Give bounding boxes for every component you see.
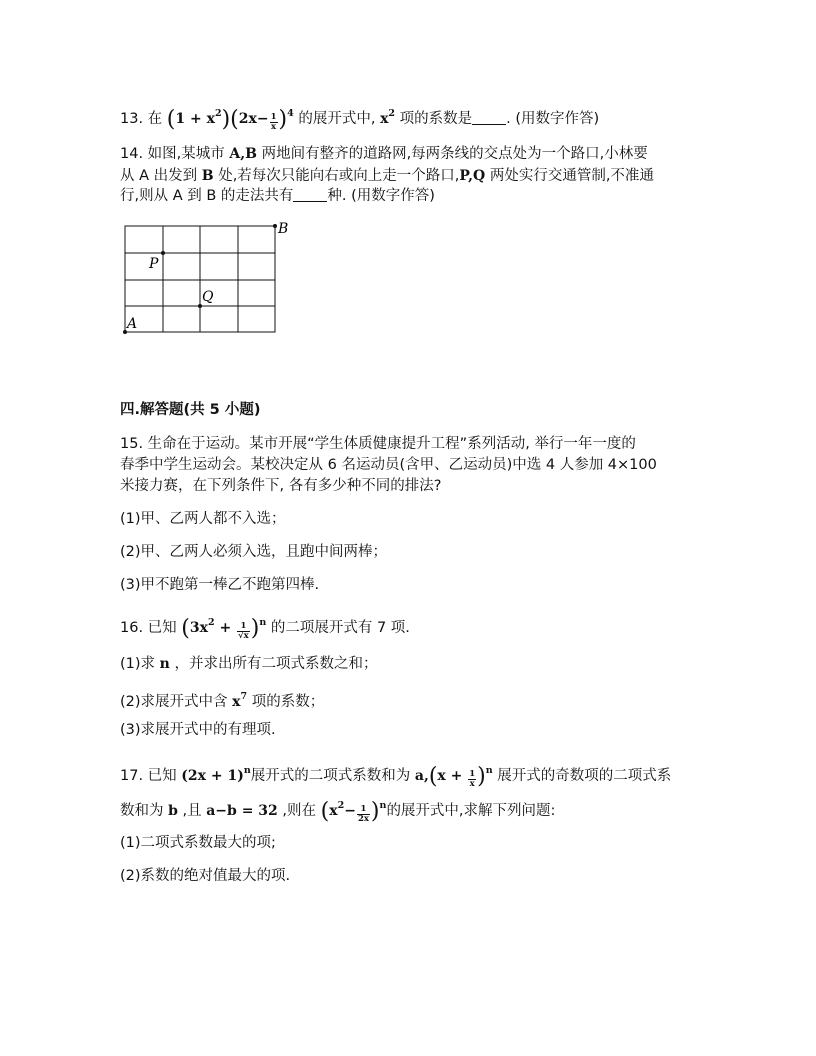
question-14-line-2 (120, 166, 654, 186)
q17-expr-3: ($x^2-$ $\frac{1}{2x}$ )$^n$ (320, 799, 387, 824)
q15-item-2: (2)甲、乙两人必须入选，且跑中间两棒； (120, 544, 388, 560)
section-title: 四.解答题(共 5 小题) (120, 402, 261, 418)
q14-line2a: 从 A 出发到 (120, 168, 198, 184)
q13-expression: $(1 + x^2)(2x-$ $\frac{1}{x}$ )$^4$ (166, 107, 294, 132)
q13-term: $x^2$ (380, 108, 396, 127)
q17-line2d: 的展开式中,求解下列问题: (386, 803, 556, 819)
q17-line2c: ,则在 (282, 803, 317, 819)
q16-prefix: 16. 已知 (120, 620, 177, 636)
q16-expression: ($3x^2$ + $\frac{1}{√x}$ )$^n$ (181, 616, 267, 641)
point-b (273, 224, 277, 228)
road-grid-figure (110, 218, 300, 342)
q15-item-3: (3)甲不跑第一棒乙不跑第四棒. (120, 577, 320, 593)
q17-eq: a−b = 32 (206, 803, 278, 819)
q16-x7: $x^7$ (232, 691, 248, 710)
q16-item2b: 项的系数； (251, 694, 325, 710)
q14-ab: A,B (229, 146, 257, 162)
q14-line3b: 种. (用数字作答) (327, 188, 435, 204)
q17-item-1: (1)二项式系数最大的项; (120, 835, 276, 851)
q17-item-2: (2)系数的绝对值最大的项. (120, 868, 291, 884)
q16-n: n (159, 656, 170, 672)
q16-item2a: (2)求展开式中含 (120, 694, 228, 710)
q17-expr-1: $(2x + 1)^n$ (181, 765, 251, 784)
q13-prefix: 13. 在 (120, 111, 163, 127)
q15-line1: 15. 生命在于运动。某市开展“学生体质健康提升工程”系列活动, 举行一年一度的 (120, 436, 636, 452)
answer-blank (472, 110, 506, 125)
answer-blank (293, 187, 327, 202)
q16-item-3: (3)求展开式中的有理项. (120, 722, 276, 738)
q14-line1-rest: 两地间有整齐的道路网,每两条线的交点处为一个路口,小林要 (261, 146, 648, 162)
q13-suffix-b: . (用数字作答) (506, 111, 600, 127)
q16-item-1 (120, 654, 377, 674)
q15-line3: 米接力赛，在下列条件下, 各有多少种不同的排法? (120, 478, 442, 494)
q16-item-2 (120, 687, 324, 712)
q15-item-1: (1)甲、乙两人都不入选； (120, 511, 286, 527)
label-a: A (127, 316, 138, 332)
q17-line2b: ,且 (182, 803, 202, 819)
question-17-line-2 (120, 796, 555, 824)
q17-expr-2: a,(x + $\frac{1}{x}$ )$^n$ (414, 764, 493, 789)
label-q: Q (202, 289, 214, 305)
q13-mid: 的展开式中, (298, 111, 376, 127)
label-p: P (149, 256, 159, 272)
q14-line3a: 行,则从 A 到 B 的走法共有 (120, 188, 294, 204)
question-14-line-1 (120, 144, 648, 164)
question-17-line-1 (120, 761, 671, 789)
q17-b: b (168, 803, 178, 819)
label-b: B (278, 221, 289, 237)
question-13 (120, 104, 599, 132)
q14-line2b: 处,若每次只能向右或向上走一个路口, (218, 168, 460, 184)
point-p (161, 251, 165, 255)
q13-suffix-a: 项的系数是 (399, 111, 473, 127)
q16-item1b: ，并求出所有二项式系数之和； (174, 656, 378, 672)
q17-line2a: 数和为 (120, 803, 164, 819)
question-14-line-3 (120, 186, 435, 206)
q14-pq: P,Q (459, 168, 486, 184)
q14-b: B (201, 168, 214, 184)
q17-prefix: 17. 已知 (120, 768, 177, 784)
q16-item1a: (1)求 (120, 656, 156, 672)
q14-line2c: 两处实行交通管制,不准通 (489, 168, 654, 184)
q15-line2: 春季中学生运动会。某校决定从 6 名运动员(含甲、乙运动员)中选 4 人参加 4×100 (120, 457, 657, 473)
q17-suffix: 展开式的奇数项的二项式系 (497, 768, 672, 784)
question-16 (120, 613, 410, 641)
q17-mid: 展开式的二项式系数和为 (250, 768, 411, 784)
q14-line1: 14. 如图,某城市 (120, 146, 225, 162)
grid-lines (125, 226, 275, 332)
q16-suffix: 的二项展开式有 7 项. (270, 620, 410, 636)
